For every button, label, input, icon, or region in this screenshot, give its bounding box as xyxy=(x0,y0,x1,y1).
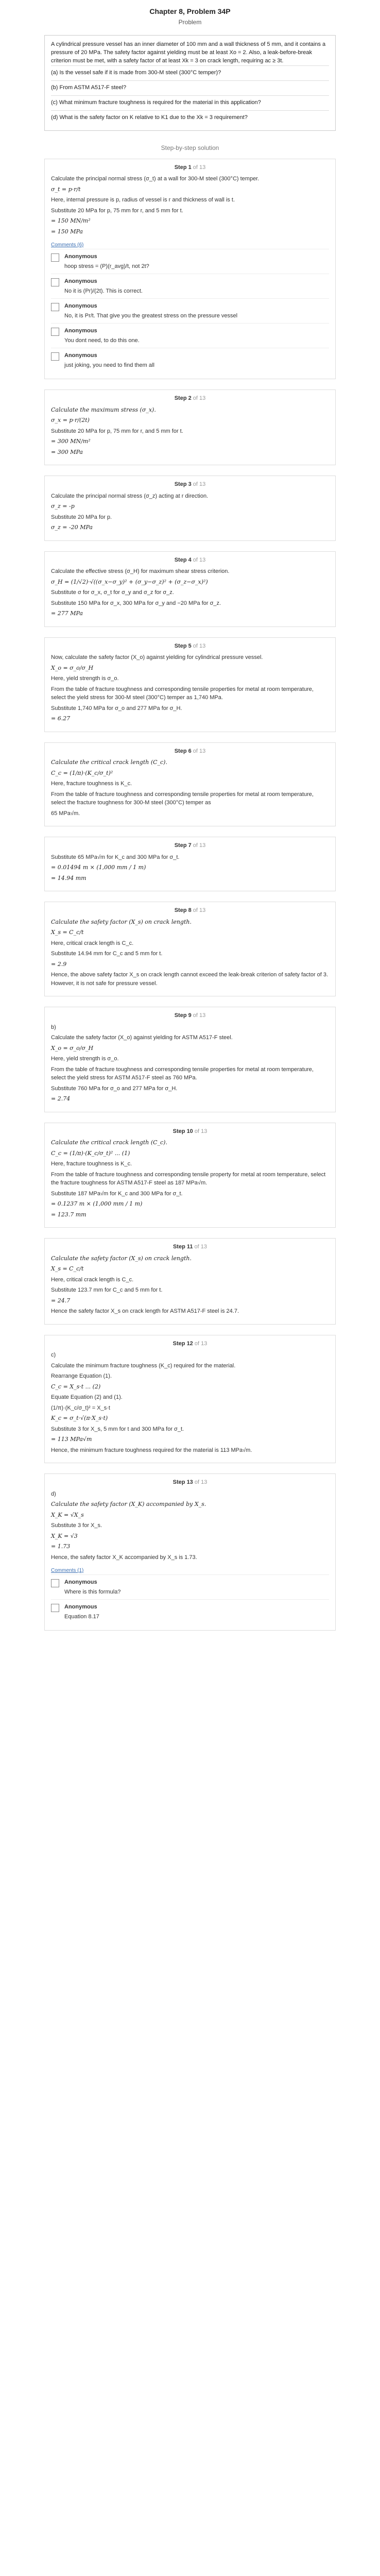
step-card xyxy=(44,637,336,732)
step-line: C_c = X_s·t ... (2) xyxy=(51,1383,101,1390)
step-line: Here, yield strength is σ_o. xyxy=(51,675,119,682)
step-card xyxy=(44,837,336,891)
step-card xyxy=(44,1007,336,1112)
step-heading xyxy=(51,480,329,489)
comment-item xyxy=(51,348,329,372)
step-line: From the table of fracture toughness and corresponding tensile property for metal at room temperature, select the fracture toughness for ASTM A517-F steel as 187 MPa√m. xyxy=(51,1171,326,1187)
step-number: Step 13 xyxy=(172,1479,195,1486)
comment-text: No it is (Pr)/(2t). This is correct. xyxy=(64,287,143,294)
step-card xyxy=(44,1335,336,1464)
comment-item xyxy=(51,1574,329,1599)
comment-author: Anonymous xyxy=(64,303,97,310)
step-line: X_K = √X_s xyxy=(51,1511,84,1518)
step-heading xyxy=(51,394,329,403)
step-line: Calculate the safety factor (X_K) accompanied by X_s. xyxy=(51,1501,206,1508)
step-line: = 6.27 xyxy=(51,715,71,722)
step-line: Substitute 123.7 mm for C_c and 5 mm for t. xyxy=(51,1287,163,1294)
step-line: Rearrange Equation (1). xyxy=(51,1373,112,1380)
step-total: of 13 xyxy=(194,1479,208,1486)
step-total: of 13 xyxy=(193,842,206,849)
step-line: Substitute 3 for X_s, 5 mm for t and 300 MPa for σ_t. xyxy=(51,1426,184,1432)
step-line: Substitute 14.94 mm for C_c and 5 mm for t. xyxy=(51,951,163,957)
step-line: = 300 MPa xyxy=(51,448,83,455)
step-number: Step 2 xyxy=(174,395,193,402)
comment-author: Anonymous xyxy=(64,1579,97,1586)
step-line: X_o = σ_o/σ_H xyxy=(51,1044,94,1052)
step-line: σ_z = -p xyxy=(51,503,75,510)
step-line: Calculate the safety factor (X_s) on crack length. xyxy=(51,1255,192,1262)
question-b: (b) From ASTM A517-F steel? xyxy=(51,80,329,95)
step-line: Substitute 20 MPa for p, 75 mm for r, and 5 mm for t. xyxy=(51,207,183,214)
step-line: = 0.01494 m × (1,000 mm / 1 m) xyxy=(51,864,146,871)
comment-text: Equation 8.17 xyxy=(64,1613,99,1620)
step-line: = 113 MPa√m xyxy=(51,1436,92,1443)
step-line: Substitute 760 MPa for σ_o and 277 MPa for σ_H. xyxy=(51,1085,178,1092)
question-d: (d) What is the safety factor on K relative to K1 due to the Xk = 3 requirement? xyxy=(51,110,329,125)
step-line: Hence, the safety factor X_K accompanied by X_s is 1.73. xyxy=(51,1554,197,1561)
step-heading xyxy=(51,1478,329,1487)
comment-text: just joking, you need to find them all xyxy=(64,362,154,368)
page-title: Chapter 8, Problem 34P xyxy=(149,7,231,15)
comment-author: Anonymous xyxy=(64,1604,97,1611)
step-total: of 13 xyxy=(194,1244,208,1250)
comment-item xyxy=(51,298,329,323)
step-line: = 0.1237 m × (1,000 mm / 1 m) xyxy=(51,1200,143,1208)
step-line: σ_t = p·r/t xyxy=(51,185,81,193)
step-card xyxy=(44,476,336,541)
step-total: of 13 xyxy=(193,907,206,914)
step-line: = 150 MN/m² xyxy=(51,217,91,225)
step-total: of 13 xyxy=(194,1340,208,1347)
step-number: Step 12 xyxy=(172,1340,195,1347)
step-line: X_o = σ_o/σ_H xyxy=(51,664,94,671)
question-a: (a) Is the vessel safe if it is made from 300-M steel (300°C temper)? xyxy=(51,65,329,80)
step-heading xyxy=(51,1011,329,1020)
step-line: From the table of fracture toughness and corresponding tensile properties for metal at room temperature, select the fracture toughness for 300-M steel (300°C) temper as xyxy=(51,791,314,806)
comment-item xyxy=(51,323,329,348)
comment-avatar-icon xyxy=(51,1604,59,1612)
comment-avatar-icon xyxy=(51,303,59,311)
step-line: c) xyxy=(51,1352,56,1359)
step-line: X_K = √3 xyxy=(51,1532,78,1539)
step-card xyxy=(44,1238,336,1325)
comment-avatar-icon xyxy=(51,253,59,262)
step-line: σ_z = -20 MPa xyxy=(51,524,93,531)
step-line: Substitute 20 MPa for p, 75 mm for r, and 5 mm for t. xyxy=(51,428,183,434)
step-line: Substitute σ for σ_x, σ_t for σ_y and σ_z for σ_z. xyxy=(51,589,174,596)
step-total: of 13 xyxy=(193,395,206,402)
step-card xyxy=(44,159,336,380)
step-line: d) xyxy=(51,1490,56,1497)
step-number: Step 1 xyxy=(174,164,193,171)
step-line: = 2.9 xyxy=(51,960,67,968)
step-number: Step 11 xyxy=(172,1244,195,1250)
step-card xyxy=(44,742,336,827)
comment-text: No, it is Pr/t. That give you the greatest stress on the pressure vessel xyxy=(64,312,238,319)
step-card xyxy=(44,551,336,627)
step-line: Calculate the safety factor (X_o) against yielding for ASTM A517-F steel. xyxy=(51,1035,233,1041)
step-line: = 1.73 xyxy=(51,1543,71,1550)
step-line: Substitute 3 for X_s. xyxy=(51,1522,102,1529)
step-line: = 300 MN/m² xyxy=(51,438,91,445)
step-line: = 123.7 mm xyxy=(51,1211,87,1218)
question-c: (c) What minimum fracture toughness is required for the material in this application? xyxy=(51,95,329,110)
step-line: 65 MPa√m. xyxy=(51,810,80,817)
step-line: Calculate the principal normal stress (σ_t) at a wall for 300-M steel (300°C) temper. xyxy=(51,176,260,182)
step-number: Step 5 xyxy=(174,642,193,649)
step-line: Substitute 150 MPa for σ_x, 300 MPa for σ_y and −20 MPa for σ_z. xyxy=(51,600,221,606)
step-line: K_c = σ_t·√(π·X_s·t) xyxy=(51,1415,108,1422)
step-line: = 150 MPa xyxy=(51,228,83,235)
comment-author: Anonymous xyxy=(64,328,97,334)
step-line: Substitute 20 MPa for p. xyxy=(51,514,112,520)
step-line: Substitute 187 MPa√m for K_c and 300 MPa for σ_t. xyxy=(51,1190,183,1197)
step-line: Now, calculate the safety factor (X_o) against yielding for cylindrical pressure vessel. xyxy=(51,654,263,661)
step-card xyxy=(44,902,336,996)
step-line: C_c = (1/π)·(K_c/σ_t)² xyxy=(51,769,113,776)
step-heading xyxy=(51,841,329,850)
step-heading xyxy=(51,556,329,565)
step-line: Here, internal pressure is p, radius of vessel is r and thickness of wall is t. xyxy=(51,197,235,204)
comment-avatar-icon xyxy=(51,328,59,336)
step-line: Calculate the maximum stress (σ_x). xyxy=(51,406,156,413)
step-total: of 13 xyxy=(193,164,206,171)
comment-avatar-icon xyxy=(51,1579,59,1587)
step-line: Calculate the principal normal stress (σ_z) acting at r direction. xyxy=(51,493,209,499)
step-number: Step 6 xyxy=(174,748,193,754)
step-number: Step 10 xyxy=(172,1128,195,1134)
step-line: = 2.74 xyxy=(51,1095,71,1103)
step-number: Step 8 xyxy=(174,907,193,914)
comment-text: hoop stress = (P)(r_avg)/t, not 2t? xyxy=(64,263,149,269)
step-line: Here, fracture toughness is K_c. xyxy=(51,1161,132,1167)
problem-box xyxy=(44,35,336,131)
comment-author: Anonymous xyxy=(64,278,97,285)
step-total: of 13 xyxy=(193,642,206,649)
step-heading xyxy=(51,1127,329,1136)
step-line: (1/π)·(K_c/σ_t)² = X_s·t xyxy=(51,1404,110,1411)
step-line: Substitute 1,740 MPa for σ_o and 277 MPa for σ_H. xyxy=(51,705,182,711)
step-line: Hence, the above safety factor X_s on crack length cannot exceed the leak-break criterion of safety factor of 3. However, it is not safe for pressure vessel. xyxy=(51,972,329,987)
comment-text: Where is this formula? xyxy=(64,1588,121,1595)
comments-link[interactable]: Comments (1) xyxy=(51,1568,84,1574)
step-heading xyxy=(51,642,329,651)
step-total: of 13 xyxy=(194,1128,208,1134)
step-line: X_s = C_c/t xyxy=(51,1265,84,1273)
comment-author: Anonymous xyxy=(64,352,97,359)
step-line: Calculate the critical crack length (C_c). xyxy=(51,1139,167,1146)
step-line: Here, yield strength is σ_o. xyxy=(51,1056,119,1062)
step-number: Step 9 xyxy=(174,1012,193,1019)
step-line: Here, fracture toughness is K_c. xyxy=(51,781,132,787)
step-heading xyxy=(51,906,329,915)
step-total: of 13 xyxy=(193,556,206,563)
step-line: = 277 MPa xyxy=(51,610,83,617)
step-line: = 14.94 mm xyxy=(51,874,87,882)
solution-heading: Step-by-step solution xyxy=(161,144,219,151)
step-heading xyxy=(51,747,329,756)
step-line: b) xyxy=(51,1024,56,1030)
step-line: From the table of fracture toughness and corresponding tensile properties for metal at room temperature, select the yield stress for 300-M steel (300°C) temper as 1,740 MPa. xyxy=(51,686,314,701)
step-line: Hence, the minimum fracture toughness required for the material is 113 MPa√m. xyxy=(51,1447,252,1453)
step-line: σ_H = (1/√2)·√((σ_x−σ_y)² + (σ_y−σ_z)² + (σ_z−σ_x)²) xyxy=(51,578,208,585)
step-line: σ_x = p·r/(2t) xyxy=(51,417,90,424)
step-line: C_c = (1/π)·(K_c/σ_t)² ... (1) xyxy=(51,1149,130,1157)
step-line: Hence the safety factor X_s on crack length for ASTM A517-F steel is 24.7. xyxy=(51,1308,239,1315)
comment-avatar-icon xyxy=(51,352,59,361)
step-total: of 13 xyxy=(193,748,206,754)
step-total: of 13 xyxy=(193,481,206,488)
comment-item xyxy=(51,274,329,298)
comment-item xyxy=(51,249,329,274)
step-line: Calculate the minimum fracture toughness (K_c) required for the material. xyxy=(51,1362,236,1369)
comment-text: You dont need, to do this one. xyxy=(64,337,140,344)
comment-item xyxy=(51,1599,329,1624)
step-line: Here, critical crack length is C_c. xyxy=(51,1276,134,1283)
step-line: Here, critical crack length is C_c. xyxy=(51,940,134,946)
step-card xyxy=(44,389,336,465)
step-heading xyxy=(51,1243,329,1251)
comment-avatar-icon xyxy=(51,278,59,286)
step-total: of 13 xyxy=(193,1012,206,1019)
step-line: Calculate the effective stress (σ_H) for maximum shear stress criterion. xyxy=(51,568,230,575)
page-header xyxy=(0,0,380,26)
step-line: From the table of fracture toughness and corresponding tensile properties for metal at room temperature, select the yield stress for ASTM A517-F steel as 760 MPa. xyxy=(51,1066,314,1081)
step-heading xyxy=(51,1340,329,1348)
step-line: Calculate the safety factor (X_s) on crack length. xyxy=(51,918,192,925)
step-line: Equate Equation (2) and (1). xyxy=(51,1394,123,1401)
comments-link[interactable]: Comments (6) xyxy=(51,242,84,248)
step-line: Calculate the critical crack length (C_c). xyxy=(51,759,167,766)
step-card xyxy=(44,1473,336,1631)
steps-container xyxy=(0,159,380,1631)
problem-text: A cylindrical pressure vessel has an inner diameter of 100 mm and a wall thickness of 5 mm, and it contains a pressure of 20 MPa. The safety factor against yielding must be at least Xo = 2. Also, a leak-before-break criterion must be met, with a safety factor of at least Xk = 3 on crack length, requiring ac ≥ 3t. xyxy=(51,41,326,64)
step-number: Step 3 xyxy=(174,481,193,488)
step-card xyxy=(44,1123,336,1228)
problem-heading: Problem xyxy=(178,19,202,26)
step-line: X_s = C_c/t xyxy=(51,929,84,936)
step-line: Substitute 65 MPa√m for K_c and 300 MPa for σ_t. xyxy=(51,854,180,860)
step-line: = 24.7 xyxy=(51,1297,71,1304)
step-number: Step 7 xyxy=(174,842,193,849)
step-heading xyxy=(51,163,329,172)
comment-author: Anonymous xyxy=(64,253,97,260)
step-number: Step 4 xyxy=(174,556,193,563)
